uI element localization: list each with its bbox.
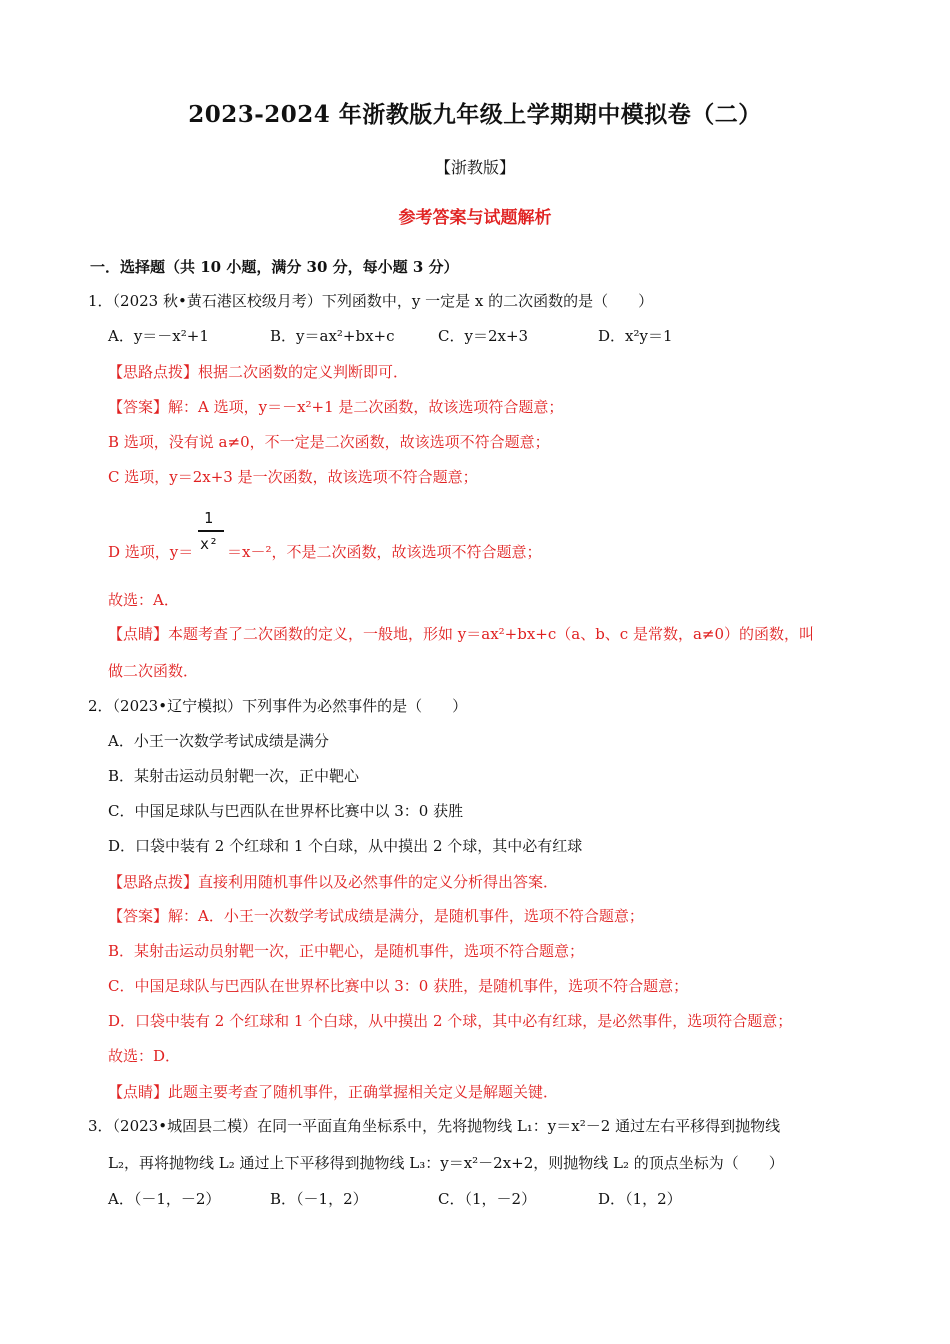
q1-answer-line: 【答案】解：A 选项，y＝－x²+1 是二次函数，故该选项符合题意； <box>108 398 564 416</box>
q1-answer-d-prefix: D 选项，y＝ <box>108 543 194 561</box>
q2-choice: 故选：D． <box>108 1047 181 1065</box>
q1-option-c: C．y＝2x+3 <box>438 327 529 345</box>
fraction-numerator: 1 <box>204 509 214 527</box>
document-title: 2023-2024 年浙教版九年级上学期期中模拟卷（二） <box>188 101 762 128</box>
q3-option-c: C．（1，－2） <box>438 1190 537 1208</box>
q3-stem-line2: L₂，再将抛物线 L₂ 通过上下平移得到抛物线 L₃：y＝x²－2x+2，则抛物线 L₂ 的顶点坐标为（ ） <box>108 1154 784 1172</box>
q2-option-c: C．中国足球队与巴西队在世界杯比赛中以 3：0 获胜 <box>108 802 464 820</box>
answer-heading: 参考答案与试题解析 <box>398 208 552 228</box>
q2-answer-line: 【答案】解：A．小王一次数学考试成绩是满分，是随机事件，选项不符合题意； <box>108 907 644 925</box>
q2-option-d: D．口袋中装有 2 个红球和 1 个白球，从中摸出 2 个球，其中必有红球 <box>108 837 583 855</box>
q2-stem: 2．（2023•辽宁模拟）下列事件为必然事件的是（ ） <box>88 697 468 715</box>
q3-option-b: B．（－1，2） <box>270 1190 368 1208</box>
fraction-bar <box>198 530 224 532</box>
edition-label: 【浙教版】 <box>434 158 515 177</box>
q1-choice: 故选：A． <box>108 591 179 609</box>
q1-answer-d-suffix: ＝x－²，不是二次函数，故该选项不符合题意； <box>227 543 542 561</box>
q2-option-b: B．某射击运动员射靶一次，正中靶心 <box>108 767 360 785</box>
q1-hint: 【思路点拨】根据二次函数的定义判断即可． <box>108 363 409 381</box>
q2-hint: 【思路点拨】直接利用随机事件以及必然事件的定义分析得出答案． <box>108 873 559 891</box>
q1-comment-line1: 【点睛】本题考查了二次函数的定义，一般地，形如 y＝ax²+bx+c（a、b、c 是常数，a≠0）的函数，叫 <box>108 625 815 643</box>
q3-stem-line1: 3．（2023•城固县二模）在同一平面直角坐标系中，先将抛物线 L₁：y＝x²－2 通过左右平移得到抛物线 <box>88 1117 781 1135</box>
section-heading: 一．选择题（共 10 小题，满分 30 分，每小题 3 分） <box>90 258 459 276</box>
q1-option-a: A．y＝－x²+1 <box>108 327 209 345</box>
q1-option-d: D．x²y＝1 <box>598 327 673 345</box>
q3-option-a: A．（－1，－2） <box>108 1190 221 1208</box>
q3-option-d: D．（1，2） <box>598 1190 682 1208</box>
q2-answer-line: C．中国足球队与巴西队在世界杯比赛中以 3：0 获胜，是随机事件，选项不符合题意； <box>108 977 689 995</box>
q2-answer-line: D．口袋中装有 2 个红球和 1 个白球，从中摸出 2 个球，其中必有红球，是必然事件，选项符合题意； <box>108 1012 793 1030</box>
q2-option-a: A．小王一次数学考试成绩是满分 <box>108 732 329 750</box>
q2-answer-line: B．某射击运动员射靶一次，正中靶心，是随机事件，选项不符合题意； <box>108 942 585 960</box>
q1-comment-line2: 做二次函数． <box>108 662 199 680</box>
fraction-denominator: x² <box>200 535 219 553</box>
q1-option-b: B．y＝ax²+bx+c <box>270 327 395 345</box>
q1-answer-line: C 选项，y＝2x+3 是一次函数，故该选项不符合题意； <box>108 468 478 486</box>
q1-stem: 1．（2023 秋•黄石港区校级月考）下列函数中，y 一定是 x 的二次函数的是（ ） <box>88 292 654 310</box>
q1-answer-line: B 选项，没有说 a≠0，不一定是二次函数，故该选项不符合题意； <box>108 433 550 451</box>
q2-comment: 【点睛】此题主要考查了随机事件，正确掌握相关定义是解题关键． <box>108 1083 559 1101</box>
